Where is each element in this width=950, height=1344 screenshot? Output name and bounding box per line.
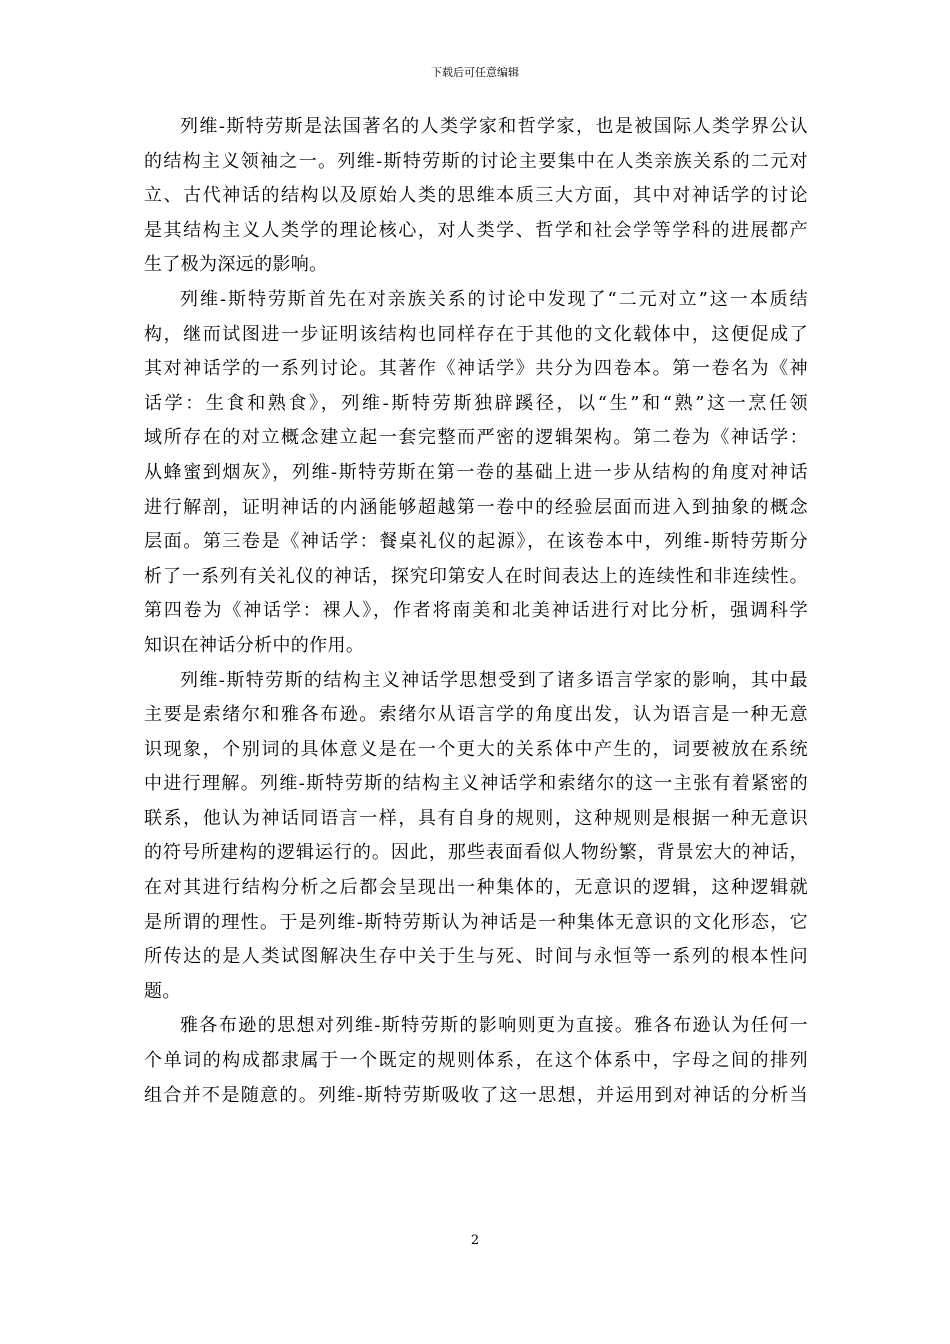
text-line: 话学：生食和熟食》，列维-斯特劳斯独辟蹊径，以“生”和“熟”这一烹任领 (144, 392, 808, 414)
text-line: 组合并不是随意的。列维-斯特劳斯吸收了这一思想，并运用到对神话的分析当 (144, 1084, 808, 1106)
text-line: 从蜂蜜到烟灰》，列维-斯特劳斯在第一卷的基础上进一步从结构的角度对神话 (144, 461, 808, 483)
text-line: 的结构主义领袖之一。列维-斯特劳斯的讨论主要集中在人类亲族关系的二元对 (144, 150, 808, 172)
text-line: 其对神话学的一系列讨论。其著作《神话学》共分为四卷本。第一卷名为《神 (144, 358, 808, 380)
text-line: 个单词的构成都隶属于一个既定的规则体系，在这个体系中，字母之间的排列 (144, 1050, 808, 1072)
text-line: 题。 (144, 980, 181, 1002)
text-line: 的符号所建构的逻辑运行的。因此，那些表面看似人物纷繁，背景宏大的神话， (144, 842, 808, 864)
text-line: 列维-斯特劳斯的结构主义神话学思想受到了诸多语言学家的影响，其中最 (180, 669, 808, 691)
page-header: 下载后可任意编辑 (431, 66, 519, 79)
text-line: 知识在神话分析中的作用。 (144, 634, 365, 656)
text-line: 生了极为深远的影响。 (144, 254, 328, 276)
text-line: 列维-斯特劳斯是法国著名的人类学家和哲学家，也是被国际人类学界公认 (180, 116, 808, 137)
text-line: 在对其进行结构分析之后都会呈现出一种集体的，无意识的逻辑，这种逻辑就 (144, 877, 808, 899)
paragraph (144, 283, 808, 664)
text-line: 第四卷为《神话学：裸人》，作者将南美和北美神话进行对比分析，强调科学 (144, 600, 808, 622)
text-line: 雅各布逊的思想对列维-斯特劳斯的影响则更为直接。雅各布逊认为任何一 (180, 1015, 808, 1037)
text-line: 是所谓的理性。于是列维-斯特劳斯认为神话是一种集体无意识的文化形态，它 (144, 911, 808, 933)
text-line: 立、古代神话的结构以及原始人类的思维本质三大方面，其中对神话学的讨论 (144, 185, 808, 207)
text-line: 进行解剖，证明神话的内涵能够超越第一卷中的经验层面而进入到抽象的概念 (144, 496, 808, 518)
text-line: 构，继而试图进一步证明该结构也同样存在于其他的文化载体中，这便促成了 (144, 323, 808, 345)
text-line: 列维-斯特劳斯首先在对亲族关系的讨论中发现了“二元对立”这一本质结 (180, 288, 808, 310)
paragraph (144, 1009, 808, 1113)
page-number: 2 (470, 1233, 480, 1248)
document-body (144, 110, 808, 1113)
text-line: 联系，他认为神话同语言一样，具有自身的规则，这种规则是根据一种无意识 (144, 807, 808, 829)
text-line: 中进行理解。列维-斯特劳斯的结构主义神话学和索绪尔的这一主张有着紧密的 (144, 773, 808, 795)
text-line: 层面。第三卷是《神话学：餐桌礼仪的起源》，在该卷本中，列维-斯特劳斯分 (144, 531, 808, 553)
paragraph (144, 664, 808, 1010)
text-line: 析了一系列有关礼仪的神话，探究印第安人在时间表达上的连续性和非连续性。 (144, 565, 808, 587)
text-line: 主要是索绪尔和雅各布逊。索绪尔从语言学的角度出发，认为语言是一种无意 (144, 704, 808, 726)
text-line: 所传达的是人类试图解决生存中关于生与死、时间与永恒等一系列的根本性问 (144, 946, 808, 968)
text-line: 是其结构主义人类学的理论核心，对人类学、哲学和社会学等学科的进展都产 (144, 219, 808, 241)
paragraph (144, 110, 808, 283)
text-line: 域所存在的对立概念建立起一套完整而严密的逻辑架构。第二卷为《神话学： (144, 427, 808, 449)
text-line: 识现象，个别词的具体意义是在一个更大的关系体中产生的，词要被放在系统 (144, 738, 808, 760)
